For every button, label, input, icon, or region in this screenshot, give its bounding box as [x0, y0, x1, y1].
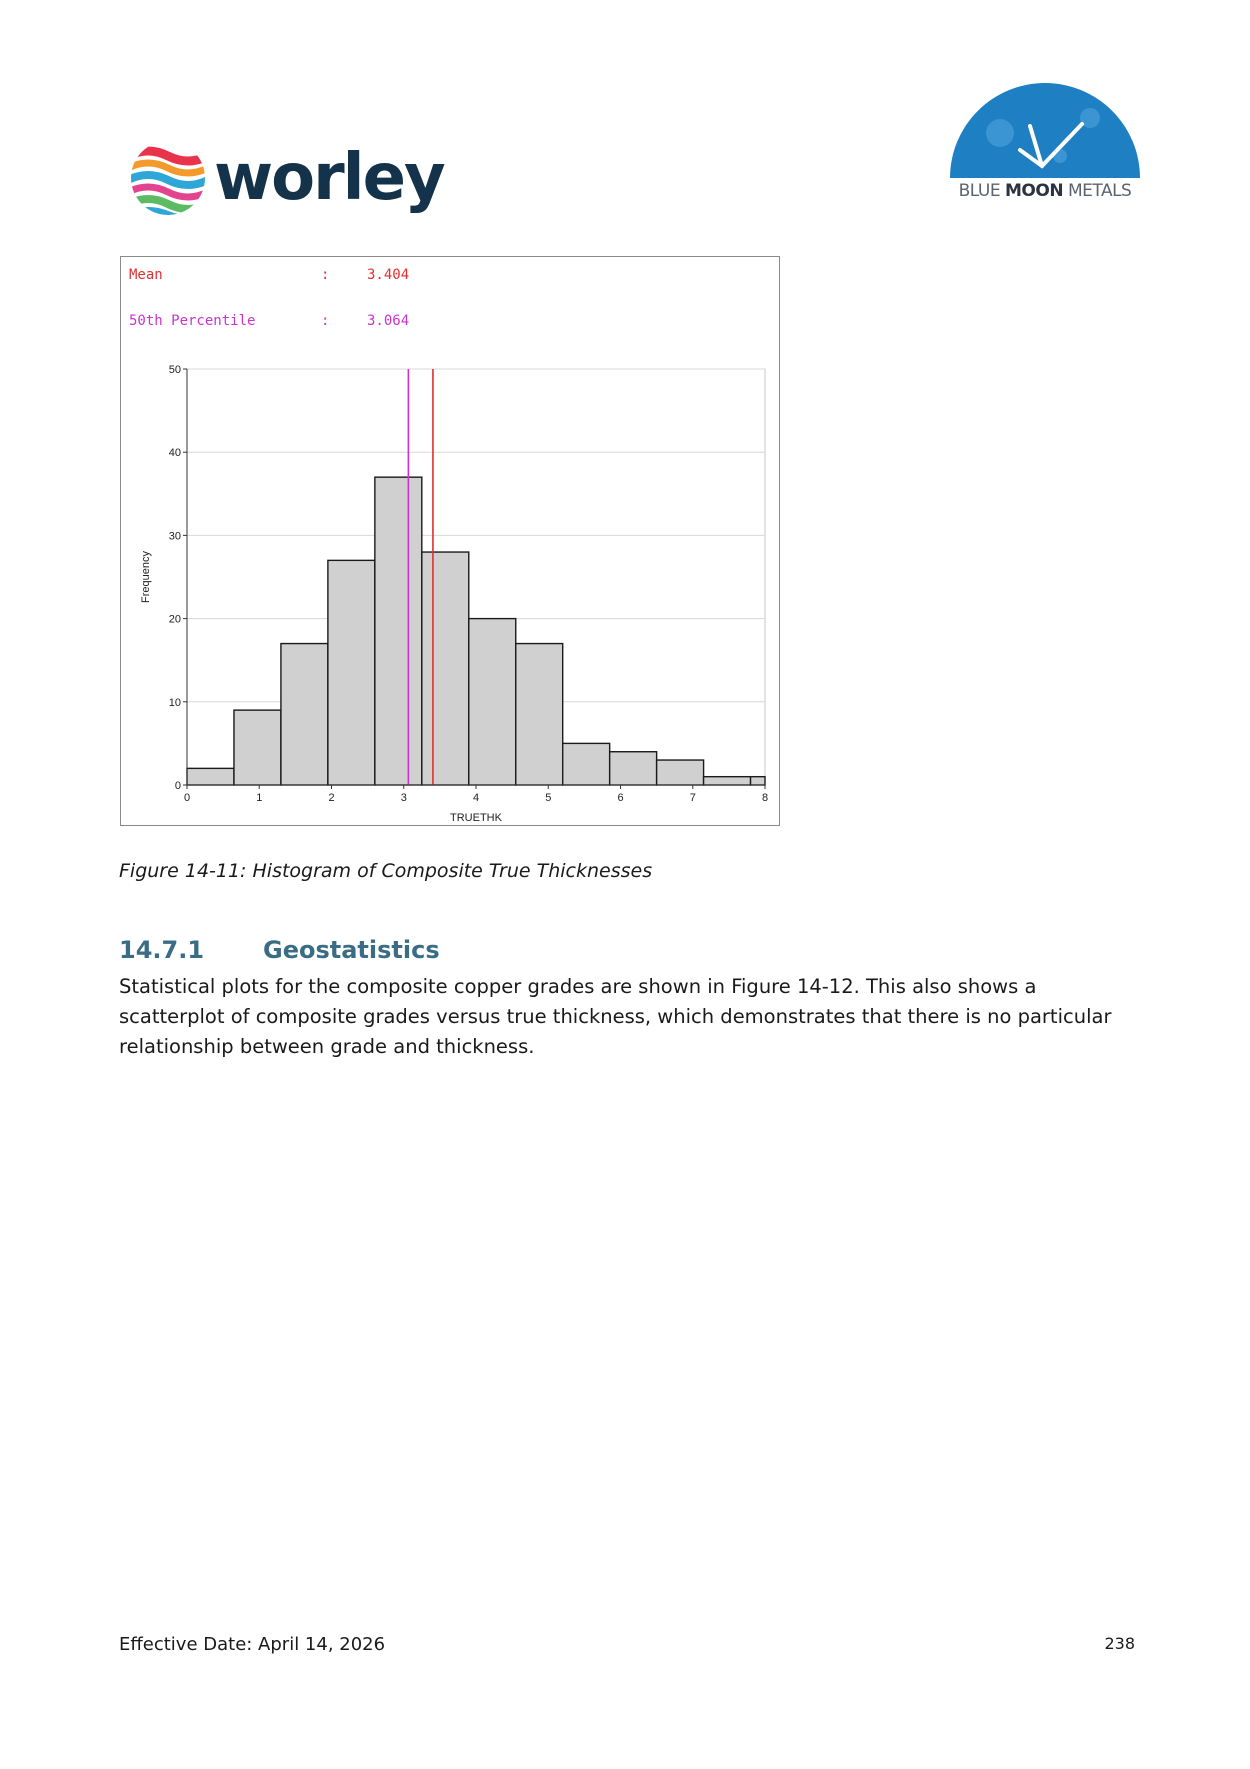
- moon-icon: [940, 78, 1150, 178]
- x-tick-label: 4: [472, 792, 480, 804]
- y-axis-title: Frequency: [140, 551, 152, 603]
- histogram-chart: [120, 256, 780, 826]
- section-number: 14.7.1: [119, 936, 205, 964]
- y-tick-label: 0: [174, 780, 181, 792]
- worley-swirl-icon: [128, 138, 208, 218]
- worley-logo: [128, 138, 458, 228]
- histogram-bar: [375, 477, 422, 785]
- histogram-bar: [751, 777, 765, 785]
- histogram-bar: [187, 768, 234, 785]
- x-tick-label: 5: [545, 792, 552, 804]
- x-tick-label: 6: [617, 792, 624, 804]
- histogram-bar: [281, 644, 328, 785]
- histogram-bar: [563, 743, 610, 785]
- stat-value: 3.404: [367, 267, 410, 283]
- worley-wordmark: worley: [214, 141, 444, 215]
- y-tick-label: 10: [168, 696, 181, 709]
- section-title: Geostatistics: [263, 936, 440, 964]
- stat-value: 3.064: [367, 313, 410, 329]
- histogram-bar: [610, 752, 657, 785]
- section-heading: [119, 936, 440, 964]
- footer-effective-date: Effective Date: April 14, 2026: [119, 1634, 386, 1655]
- x-tick-label: 1: [256, 792, 263, 804]
- x-tick-label: 3: [400, 792, 407, 804]
- blue-moon-metals-logo: [940, 78, 1150, 218]
- histogram-bar: [469, 619, 516, 785]
- y-tick-label: 20: [168, 613, 181, 626]
- y-tick-label: 40: [168, 447, 181, 460]
- x-tick-label: 7: [689, 792, 696, 804]
- blue-moon-metals-wordmark: BLUE MOON METALS: [958, 181, 1132, 201]
- stat-separator: :: [321, 267, 330, 283]
- histogram-bar: [657, 760, 704, 785]
- y-tick-label: 50: [168, 364, 181, 376]
- page-number: 238: [1104, 1634, 1135, 1653]
- x-tick-label: 8: [761, 792, 769, 804]
- histogram-bar: [704, 777, 751, 785]
- figure-caption: Figure 14-11: Histogram of Composite True Thicknesses: [119, 860, 653, 882]
- body-paragraph: Statistical plots for the composite copper grades are shown in Figure 14-12. This also shows a scatterplot of composite grades versus true thickness, which demonstrates that there is no particular relationship between grade and thickness.: [119, 975, 1112, 1058]
- y-tick-label: 30: [168, 530, 181, 543]
- x-tick-label: 0: [183, 792, 191, 804]
- histogram-bar: [516, 644, 563, 785]
- histogram-bar: [328, 560, 375, 785]
- stat-label: Mean: [129, 267, 163, 283]
- x-tick-label: 2: [328, 792, 335, 804]
- stat-label: 50th Percentile: [129, 313, 256, 329]
- stat-separator: :: [321, 313, 330, 329]
- histogram-bar: [422, 552, 469, 785]
- x-axis-title: TRUETHK: [450, 812, 502, 824]
- histogram-bar: [234, 710, 281, 785]
- histogram-svg: [121, 257, 779, 825]
